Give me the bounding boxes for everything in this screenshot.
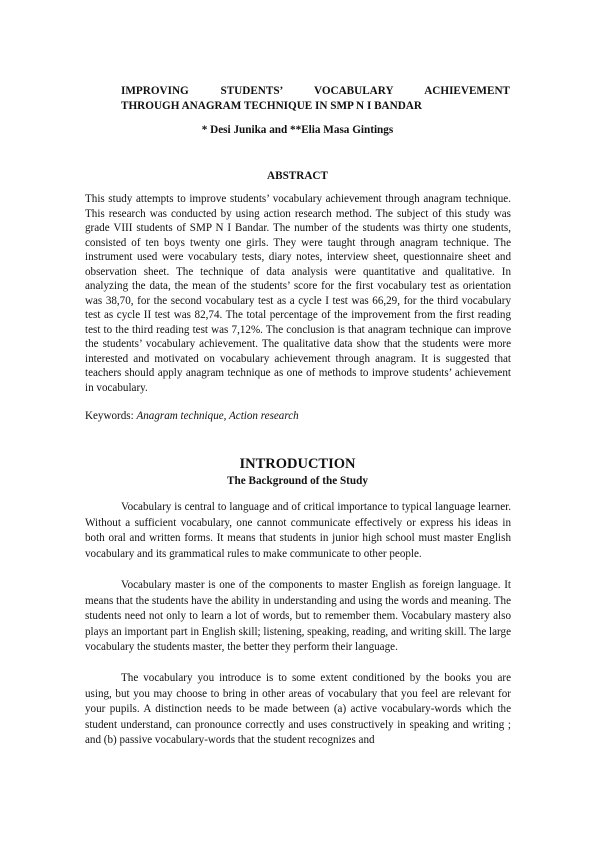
body-paragraph: The vocabulary you introduce is to some extent conditioned by the books you are using, but you may choose to bring in other areas of vocabulary that you feel are relevant for your pupils. A distinction needs to be made between (a) active vocabulary-words which the student understand, can pronounce correctly and uses constructively in speaking and writing ; and (b) passive vocabulary-words that the student recognizes and — [85, 672, 511, 747]
title-line-2: THROUGH ANAGRAM TECHNIQUE IN SMP N I BANDAR — [121, 100, 422, 112]
keywords-label: Keywords: — [85, 410, 137, 422]
title-line-1: IMPROVING STUDENTS’ VOCABULARY ACHIEVEMENT — [121, 85, 510, 97]
subsection-heading-background: The Background of the Study — [227, 475, 368, 487]
body-paragraph: Vocabulary is central to language and of critical importance to typical language learner. Without a sufficient vocabulary, one cannot communicate effectively or express his ideas in both oral and written forms. It means that students in junior high school must master English vocabulary and its grammatical rules to make communicate to other people. — [85, 501, 511, 560]
keywords-line — [85, 410, 511, 422]
body-paragraph: Vocabulary master is one of the components to master English as foreign language. It means that the students have the ability in understanding and using the words and meaning. The students need not only to learn a lot of words, but to remember them. Vocabulary mastery also plays an important part in English skill; listening, speaking, reading, and writing skill. The large vocabulary the students master, the better they perform their language. — [85, 579, 512, 654]
keywords-value: Anagram technique, Action research — [136, 410, 299, 422]
paper-title — [121, 84, 510, 114]
section-heading-introduction: INTRODUCTION — [239, 456, 356, 472]
abstract-heading: ABSTRACT — [267, 170, 328, 182]
abstract-body: This study attempts to improve students’ vocabulary achievement through anagram technique. This research was conducted by using action research method. The subject of this study was grade VIII students of SMP N I Bandar. The number of the students was thirty one students, consisted of ten boys twenty one girls. They were taught through anagram technique. The instrument used were vocabulary tests, diary notes, interview sheet, questionnaire sheet and observation sheet. The technique of data analysis were quantitative and qualitative. In analyzing the data, the mean of the students’ score for the first vocabulary test as orientation was 38,70, for the second vocabulary test as a cycle I test was 66,29, for the third vocabulary test as cycle II test was 82,74. The total percentage of the improvement from the first reading test to the third reading test was 7,12%. The conclusion is that anagram technique can improve the students’ vocabulary achievement. The qualitative data show that the students were more interested and motivated on vocabulary achievement through anagram. It is suggested that teachers should apply anagram technique as one of methods to improve students’ achievement in vocabulary. — [85, 193, 511, 394]
author-list: * Desi Junika and **Elia Masa Gintings — [201, 124, 394, 136]
